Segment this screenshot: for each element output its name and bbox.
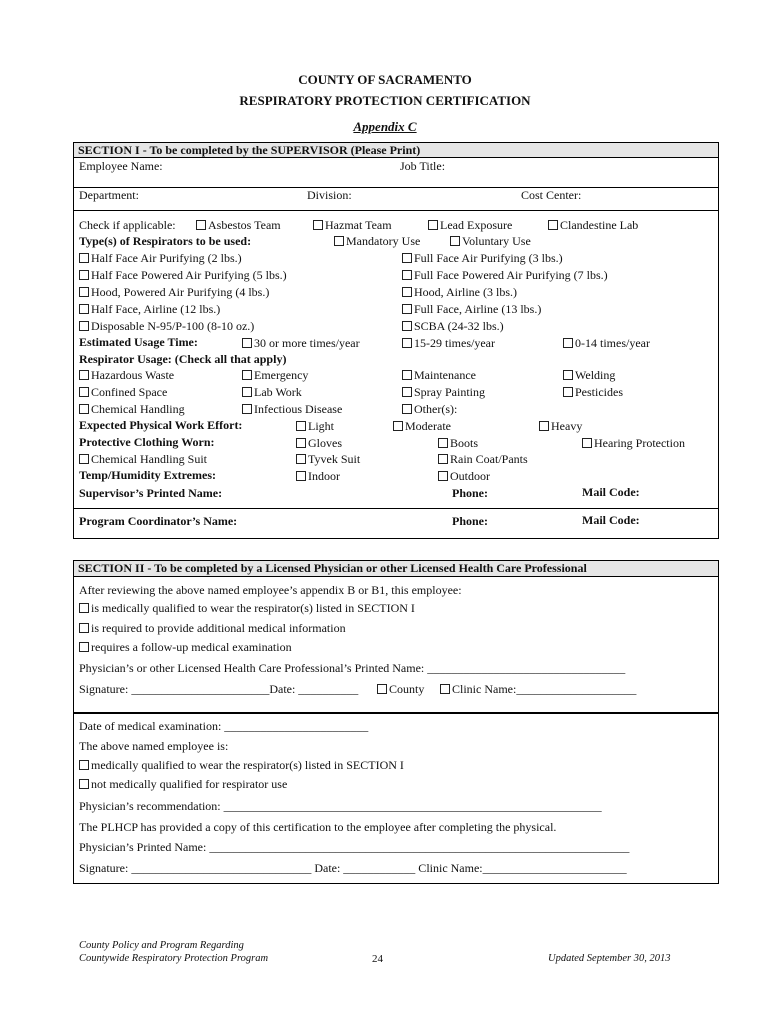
employee-name-label: Employee Name: xyxy=(79,159,163,173)
checkbox-hazardous-waste[interactable]: Hazardous Waste xyxy=(79,368,174,382)
recommendation-field[interactable]: Physician’s recommendation: _______________________________________________________________ xyxy=(79,799,602,813)
checkbox-follow-up-exam[interactable]: requires a follow-up medical examination xyxy=(79,640,292,654)
checkbox-hood-airline[interactable]: Hood, Airline (3 lbs.) xyxy=(402,285,517,299)
checkbox-hearing-protection[interactable]: Hearing Protection xyxy=(582,436,685,450)
checkbox-medically-qualified[interactable]: is medically qualified to wear the respirator(s) listed in SECTION I xyxy=(79,601,415,615)
doc-title-line1: COUNTY OF SACRAMENTO xyxy=(298,72,472,87)
temp-humidity-label: Temp/Humidity Extremes: xyxy=(79,468,216,482)
coordinator-name-label: Program Coordinator’s Name: xyxy=(79,514,238,528)
cost-center-label: Cost Center: xyxy=(521,188,582,202)
supervisor-mail-code-label: Mail Code: xyxy=(582,485,640,499)
checkbox-heavy[interactable]: Heavy xyxy=(539,419,582,433)
checkbox-full-face-air[interactable]: Full Face Air Purifying (3 lbs.) xyxy=(402,251,563,265)
checkbox-others[interactable]: Other(s): xyxy=(402,402,457,416)
checkbox-not-qualified[interactable]: not medically qualified for respirator use xyxy=(79,777,287,791)
usage-time-label: Estimated Usage Time: xyxy=(79,335,198,349)
checkbox-county[interactable]: County xyxy=(377,682,424,696)
division-label: Division: xyxy=(307,188,352,202)
job-title-label: Job Title: xyxy=(400,159,446,173)
footer-policy-line2: Countywide Respiratory Protection Program xyxy=(79,953,269,964)
checkbox-additional-info[interactable]: is required to provide additional medical information xyxy=(79,621,346,635)
checkbox-0-14[interactable]: 0-14 times/year xyxy=(563,336,650,350)
divider xyxy=(73,508,718,509)
checkbox-boots[interactable]: Boots xyxy=(438,436,478,450)
checkbox-spray-painting[interactable]: Spray Painting xyxy=(402,385,485,399)
checkbox-clandestine-lab[interactable]: Clandestine Lab xyxy=(548,218,638,232)
checkbox-confined-space[interactable]: Confined Space xyxy=(79,385,167,399)
signature-date-field[interactable]: Signature: _______________________Date: __________ xyxy=(79,682,359,696)
checkbox-15-29[interactable]: 15-29 times/year xyxy=(402,336,495,350)
checkbox-scba[interactable]: SCBA (24-32 lbs.) xyxy=(402,319,504,333)
physician-printed-name-field[interactable]: Physician’s or other Licensed Health Care Professional’s Printed Name: _________________________________ xyxy=(79,661,626,675)
checkbox-hazmat-team[interactable]: Hazmat Team xyxy=(313,218,392,232)
checkbox-30-or-more[interactable]: 30 or more times/year xyxy=(242,336,360,350)
footer-updated: Updated September 30, 2013 xyxy=(548,953,671,964)
checkbox-welding[interactable]: Welding xyxy=(563,368,615,382)
appendix-title: Appendix C xyxy=(353,119,417,134)
section-1-header: SECTION I - To be completed by the SUPERVISOR (Please Print) xyxy=(74,143,718,158)
checkbox-disposable-n95[interactable]: Disposable N-95/P-100 (8-10 oz.) xyxy=(79,319,254,333)
section-2-header: SECTION II - To be completed by a Licensed Physician or other Licensed Health Care Professional xyxy=(74,561,718,577)
supervisor-phone-label: Phone: xyxy=(452,486,488,500)
checkbox-pesticides[interactable]: Pesticides xyxy=(563,385,623,399)
checkbox-moderate[interactable]: Moderate xyxy=(393,419,451,433)
checkbox-full-face-powered[interactable]: Full Face Powered Air Purifying (7 lbs.) xyxy=(402,268,608,282)
divider xyxy=(73,210,718,211)
supervisor-name-label: Supervisor’s Printed Name: xyxy=(79,486,223,500)
checkbox-indoor[interactable]: Indoor xyxy=(296,469,340,483)
checkbox-infectious-disease[interactable]: Infectious Disease xyxy=(242,402,342,416)
checkbox-emergency[interactable]: Emergency xyxy=(242,368,308,382)
protective-clothing-label: Protective Clothing Worn: xyxy=(79,435,215,449)
signature-clinic-field[interactable]: Signature: ______________________________ Date: ____________ Clinic Name:________________________ xyxy=(79,861,627,875)
plhcp-statement: The PLHCP has provided a copy of this certification to the employee after completing the physical. xyxy=(79,820,557,834)
divider xyxy=(73,187,718,188)
section-2-exam-box xyxy=(73,712,719,884)
checkbox-chemical-suit[interactable]: Chemical Handling Suit xyxy=(79,452,207,466)
respirator-types-label: Type(s) of Respirators to be used: xyxy=(79,234,252,248)
check-applicable-label: Check if applicable: xyxy=(79,218,176,232)
checkbox-half-face-air[interactable]: Half Face Air Purifying (2 lbs.) xyxy=(79,251,242,265)
section-2-intro: After reviewing the above named employee’s appendix B or B1, this employee: xyxy=(79,583,462,597)
coordinator-mail-code-label: Mail Code: xyxy=(582,513,640,527)
checkbox-full-face-airline[interactable]: Full Face, Airline (13 lbs.) xyxy=(402,302,541,316)
checkbox-outdoor[interactable]: Outdoor xyxy=(438,469,490,483)
above-named-label: The above named employee is: xyxy=(79,739,229,753)
respirator-usage-label: Respirator Usage: (Check all that apply) xyxy=(79,352,287,366)
clinic-name-field[interactable]: Clinic Name:____________________ xyxy=(440,682,636,696)
checkbox-chemical-handling[interactable]: Chemical Handling xyxy=(79,402,185,416)
physician-name-field[interactable]: Physician’s Printed Name: ______________________________________________________________________ xyxy=(79,840,630,854)
checkbox-hood-powered[interactable]: Hood, Powered Air Purifying (4 lbs.) xyxy=(79,285,269,299)
footer-policy-line1: County Policy and Program Regarding xyxy=(79,940,244,951)
exam-date-field[interactable]: Date of medical examination: ________________________ xyxy=(79,719,369,733)
checkbox-rain-coat[interactable]: Rain Coat/Pants xyxy=(438,452,528,466)
checkbox-asbestos-team[interactable]: Asbestos Team xyxy=(196,218,281,232)
doc-title-line2: RESPIRATORY PROTECTION CERTIFICATION xyxy=(239,93,531,108)
checkbox-lab-work[interactable]: Lab Work xyxy=(242,385,302,399)
checkbox-voluntary-use[interactable]: Voluntary Use xyxy=(450,234,531,248)
page-number: 24 xyxy=(372,953,383,965)
work-effort-label: Expected Physical Work Effort: xyxy=(79,418,243,432)
department-label: Department: xyxy=(79,188,139,202)
checkbox-maintenance[interactable]: Maintenance xyxy=(402,368,476,382)
coordinator-phone-label: Phone: xyxy=(452,514,488,528)
checkbox-light[interactable]: Light xyxy=(296,419,334,433)
checkbox-half-face-powered[interactable]: Half Face Powered Air Purifying (5 lbs.) xyxy=(79,268,287,282)
checkbox-gloves[interactable]: Gloves xyxy=(296,436,342,450)
checkbox-qualified-respirator[interactable]: medically qualified to wear the respirator(s) listed in SECTION I xyxy=(79,758,404,772)
checkbox-lead-exposure[interactable]: Lead Exposure xyxy=(428,218,512,232)
checkbox-mandatory-use[interactable]: Mandatory Use xyxy=(334,234,420,248)
checkbox-tyvek-suit[interactable]: Tyvek Suit xyxy=(296,452,360,466)
checkbox-half-face-airline[interactable]: Half Face, Airline (12 lbs.) xyxy=(79,302,220,316)
